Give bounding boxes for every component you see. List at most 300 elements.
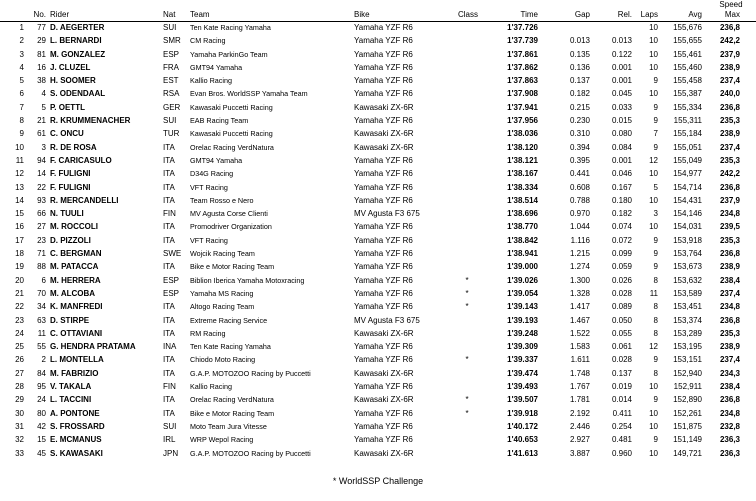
max-speed-cell: 238,9 (719, 129, 740, 139)
laps-cell: 8 (653, 315, 658, 325)
header-bike: Bike (354, 10, 370, 19)
nat-cell: GER (163, 102, 181, 112)
position-cell: 3 (19, 49, 24, 59)
position-cell: 21 (15, 288, 24, 298)
avg-speed-cell: 151,149 (673, 435, 702, 445)
team-cell: Promodriver Organization (190, 222, 272, 232)
rider-cell: A. PONTONE (50, 408, 100, 418)
max-speed-cell: 237,4 (719, 142, 740, 152)
time-cell: 1'37.941 (507, 102, 538, 112)
number-cell: 27 (37, 222, 46, 232)
rider-cell: M. ALCOBA (50, 288, 96, 298)
table-row (0, 275, 756, 288)
position-cell: 12 (15, 169, 24, 179)
max-speed-cell: 232,8 (719, 421, 740, 431)
avg-speed-cell: 154,146 (673, 209, 702, 219)
avg-speed-cell: 155,458 (673, 76, 702, 86)
bike-cell: MV Agusta F3 675 (354, 209, 420, 219)
time-cell: 1'38.770 (507, 222, 538, 232)
table-row (0, 448, 756, 461)
laps-cell: 10 (649, 195, 658, 205)
position-cell: 11 (15, 155, 24, 165)
time-cell: 1'37.726 (507, 23, 538, 32)
table-row (0, 221, 756, 234)
number-cell: 5 (41, 102, 46, 112)
team-cell: Evan Bros. WorldSSP Yamaha Team (190, 89, 308, 99)
position-cell: 5 (19, 76, 24, 86)
nat-cell: JPN (163, 448, 179, 458)
nat-cell: ITA (163, 262, 175, 272)
nat-cell: FIN (163, 209, 176, 219)
max-speed-cell: 235,3 (719, 328, 740, 338)
table-row (0, 421, 756, 434)
team-cell: Ten Kate Racing Yamaha (190, 342, 271, 352)
avg-speed-cell: 151,875 (673, 421, 702, 431)
avg-speed-cell: 155,051 (673, 142, 702, 152)
laps-cell: 9 (653, 395, 658, 405)
number-cell: 3 (41, 142, 46, 152)
team-cell: Ten Kate Racing Yamaha (190, 23, 271, 32)
rel-cell: 0.061 (611, 342, 632, 352)
rider-cell: E. MCMANUS (50, 435, 102, 445)
number-cell: 80 (37, 408, 46, 418)
nat-cell: RSA (163, 89, 180, 99)
number-cell: 84 (37, 368, 46, 378)
bike-cell: Yamaha YZF R6 (354, 36, 413, 46)
number-cell: 16 (37, 62, 46, 72)
max-speed-cell: 237,4 (719, 76, 740, 86)
rel-cell: 0.013 (611, 36, 632, 46)
nat-cell: ESP (163, 275, 180, 285)
table-row (0, 208, 756, 221)
max-speed-cell: 242,2 (719, 36, 740, 46)
position-cell: 25 (15, 342, 24, 352)
bike-cell: Yamaha YZF R6 (354, 249, 413, 259)
avg-speed-cell: 152,890 (673, 395, 702, 405)
laps-cell: 10 (649, 408, 658, 418)
laps-cell: 12 (649, 342, 658, 352)
team-cell: GMT94 Yamaha (190, 62, 243, 72)
table-row (0, 434, 756, 447)
gap-cell: 2.446 (569, 421, 590, 431)
avg-speed-cell: 152,261 (673, 408, 702, 418)
avg-speed-cell: 149,721 (673, 448, 702, 458)
rel-cell: 0.055 (611, 328, 632, 338)
laps-cell: 12 (649, 155, 658, 165)
rider-cell: N. TUULI (50, 209, 84, 219)
table-row (0, 128, 756, 141)
laps-cell: 8 (653, 368, 658, 378)
gap-cell: 1.611 (570, 355, 590, 365)
number-cell: 14 (37, 169, 46, 179)
rider-cell: H. SOOMER (50, 76, 96, 86)
position-cell: 33 (15, 448, 24, 458)
laps-cell: 9 (653, 235, 658, 245)
time-cell: 1'39.918 (507, 408, 538, 418)
gap-cell: 1.328 (569, 288, 590, 298)
position-cell: 1 (19, 23, 24, 32)
bike-cell: Kawasaki ZX-6R (354, 328, 414, 338)
rel-cell: 0.033 (611, 102, 632, 112)
time-cell: 1'37.862 (507, 62, 538, 72)
time-cell: 1'38.334 (507, 182, 538, 192)
laps-cell: 9 (653, 435, 658, 445)
time-cell: 1'39.248 (507, 328, 538, 338)
time-cell: 1'39.337 (507, 355, 538, 365)
table-row (0, 341, 756, 354)
nat-cell: ITA (163, 302, 175, 312)
avg-speed-cell: 153,673 (673, 262, 702, 272)
class-cell: * (465, 408, 469, 418)
rel-cell: 0.080 (611, 129, 632, 139)
table-row (0, 75, 756, 88)
nat-cell: ITA (163, 142, 175, 152)
time-cell: 1'37.863 (507, 76, 538, 86)
laps-cell: 10 (649, 49, 658, 59)
position-cell: 23 (15, 315, 24, 325)
bike-cell: Yamaha YZF R6 (354, 116, 413, 126)
bike-cell: Kawasaki ZX-6R (354, 368, 414, 378)
max-speed-cell: 235,3 (719, 155, 740, 165)
bike-cell: Yamaha YZF R6 (354, 288, 413, 298)
position-cell: 17 (15, 235, 24, 245)
position-cell: 26 (15, 355, 24, 365)
position-cell: 28 (15, 382, 24, 392)
rider-cell: V. TAKALA (50, 382, 92, 392)
bike-cell: Yamaha YZF R6 (354, 302, 413, 312)
table-row (0, 168, 756, 181)
max-speed-cell: 238,4 (719, 275, 740, 285)
max-speed-cell: 238,9 (719, 62, 740, 72)
max-speed-cell: 236,3 (719, 435, 740, 445)
avg-speed-cell: 153,918 (673, 235, 702, 245)
team-cell: G.A.P. MOTOZOO Racing by Puccetti (190, 368, 311, 378)
max-speed-cell: 234,8 (719, 302, 740, 312)
nat-cell: FRA (163, 62, 179, 72)
header-rel: Rel. (617, 10, 632, 19)
rel-cell: 0.254 (611, 421, 632, 431)
max-speed-cell: 235,3 (719, 235, 740, 245)
laps-cell: 11 (649, 288, 658, 298)
nat-cell: ITA (163, 368, 175, 378)
number-cell: 77 (37, 23, 46, 32)
avg-speed-cell: 152,940 (673, 368, 702, 378)
team-cell: WRP Wepol Racing (190, 435, 254, 445)
nat-cell: ITA (163, 169, 175, 179)
table-row (0, 182, 756, 195)
time-cell: 1'38.842 (507, 235, 538, 245)
gap-cell: 0.137 (569, 76, 590, 86)
rider-cell: G. HENDRA PRATAMA (50, 342, 136, 352)
position-cell: 13 (15, 182, 24, 192)
position-cell: 24 (15, 328, 24, 338)
number-cell: 61 (37, 129, 46, 139)
number-cell: 88 (37, 262, 46, 272)
class-cell: * (465, 395, 469, 405)
number-cell: 23 (37, 235, 46, 245)
header-gap: Gap (574, 10, 590, 19)
time-cell: 1'39.309 (507, 342, 538, 352)
max-speed-cell: 238,4 (719, 382, 740, 392)
bike-cell: Yamaha YZF R6 (354, 62, 413, 72)
table-row (0, 261, 756, 274)
gap-cell: 1.300 (569, 275, 590, 285)
max-speed-cell: 236,8 (719, 395, 740, 405)
table-row (0, 301, 756, 314)
avg-speed-cell: 153,289 (673, 328, 702, 338)
gap-cell: 0.608 (569, 182, 590, 192)
gap-cell: 0.395 (569, 155, 590, 165)
nat-cell: ITA (163, 235, 175, 245)
position-cell: 15 (15, 209, 24, 219)
time-cell: 1'38.167 (507, 169, 538, 179)
rider-cell: R. DE ROSA (50, 142, 97, 152)
avg-speed-cell: 155,387 (673, 89, 702, 99)
rel-cell: 0.019 (611, 382, 632, 392)
rel-cell: 0.960 (611, 448, 632, 458)
bike-cell: Yamaha YZF R6 (354, 262, 413, 272)
number-cell: 42 (37, 421, 46, 431)
gap-cell: 3.887 (569, 448, 590, 458)
position-cell: 30 (15, 408, 24, 418)
time-cell: 1'40.172 (507, 421, 538, 431)
avg-speed-cell: 155,461 (673, 49, 702, 59)
rider-cell: R. KRUMMENACHER (50, 116, 131, 126)
nat-cell: ITA (163, 408, 175, 418)
class-cell: * (465, 275, 469, 285)
bike-cell: Yamaha YZF R6 (354, 23, 413, 32)
rider-cell: M. ROCCOLI (50, 222, 98, 232)
avg-speed-cell: 155,676 (673, 23, 702, 32)
avg-speed-cell: 153,151 (673, 355, 702, 365)
bike-cell: Yamaha YZF R6 (354, 275, 413, 285)
gap-cell: 0.970 (569, 209, 590, 219)
rider-cell: L. BERNARDI (50, 36, 102, 46)
nat-cell: SMR (163, 36, 181, 46)
number-cell: 63 (37, 315, 46, 325)
laps-cell: 3 (653, 209, 658, 219)
rel-cell: 0.084 (611, 142, 632, 152)
time-cell: 1'39.193 (507, 315, 538, 325)
gap-cell: 0.394 (569, 142, 590, 152)
rel-cell: 0.072 (611, 235, 632, 245)
laps-cell: 10 (649, 36, 658, 46)
number-cell: 2 (41, 355, 46, 365)
rider-cell: D. STIRPE (50, 315, 90, 325)
table-row (0, 354, 756, 367)
gap-cell: 1.781 (569, 395, 590, 405)
rel-cell: 0.099 (611, 249, 632, 259)
rel-cell: 0.122 (611, 49, 632, 59)
rider-cell: C. ONCU (50, 129, 84, 139)
class-cell: * (465, 302, 469, 312)
footnote: * WorldSSP Challenge (332, 476, 424, 486)
rider-cell: S. KAWASAKI (50, 448, 103, 458)
gap-cell: 1.215 (569, 249, 590, 259)
time-cell: 1'39.054 (507, 288, 538, 298)
gap-cell: 0.230 (569, 116, 590, 126)
time-cell: 1'39.143 (507, 302, 538, 312)
position-cell: 32 (15, 435, 24, 445)
table-row (0, 49, 756, 62)
rel-cell: 0.046 (611, 169, 632, 179)
nat-cell: ITA (163, 195, 175, 205)
max-speed-cell: 237,9 (719, 195, 740, 205)
laps-cell: 10 (649, 62, 658, 72)
team-cell: Kallio Racing (190, 382, 232, 392)
rel-cell: 0.481 (611, 435, 632, 445)
nat-cell: SUI (163, 421, 177, 431)
team-cell: Chiodo Moto Racing (190, 355, 256, 365)
team-cell: Kallio Racing (190, 76, 232, 86)
bike-cell: Kawasaki ZX-6R (354, 448, 414, 458)
header-no: No. (33, 10, 46, 19)
team-cell: GMT94 Yamaha (190, 155, 243, 165)
nat-cell: ITA (163, 182, 175, 192)
table-row (0, 288, 756, 301)
team-cell: G.A.P. MOTOZOO Racing by Puccetti (190, 448, 311, 458)
max-speed-cell: 234,3 (719, 368, 740, 378)
max-speed-cell: 236,8 (719, 249, 740, 259)
max-speed-cell: 237,4 (719, 288, 740, 298)
position-cell: 18 (15, 249, 24, 259)
gap-cell: 1.274 (569, 262, 590, 272)
nat-cell: ESP (163, 49, 180, 59)
table-row (0, 394, 756, 407)
max-speed-cell: 236,8 (719, 102, 740, 112)
rel-cell: 0.001 (611, 62, 632, 72)
avg-speed-cell: 153,632 (673, 275, 702, 285)
header-laps: Laps (640, 10, 658, 19)
rider-cell: K. MANFREDI (50, 302, 103, 312)
laps-cell: 9 (653, 102, 658, 112)
max-speed-cell: 236,8 (719, 315, 740, 325)
nat-cell: SUI (163, 23, 177, 32)
position-cell: 4 (19, 62, 24, 72)
table-row (0, 368, 756, 381)
gap-cell: 1.417 (569, 302, 590, 312)
laps-cell: 9 (653, 76, 658, 86)
header-time: Time (520, 10, 538, 19)
nat-cell: ITA (163, 155, 175, 165)
max-speed-cell: 236,3 (719, 448, 740, 458)
laps-cell: 8 (653, 275, 658, 285)
team-cell: Extreme Racing Service (190, 315, 268, 325)
gap-cell: 0.788 (569, 195, 590, 205)
header-rider: Rider (50, 10, 70, 19)
team-cell: Kawasaki Puccetti Racing (190, 129, 273, 139)
nat-cell: SUI (163, 116, 177, 126)
number-cell: 38 (37, 76, 46, 86)
position-cell: 16 (15, 222, 24, 232)
team-cell: Yamaha ParkinGo Team (190, 49, 268, 59)
gap-cell: 0.136 (569, 62, 590, 72)
table-header (0, 9, 756, 22)
team-cell: Moto Team Jura Vitesse (190, 421, 267, 431)
laps-cell: 10 (649, 382, 658, 392)
table-row (0, 22, 756, 35)
avg-speed-cell: 155,311 (673, 116, 702, 126)
laps-cell: 9 (653, 262, 658, 272)
gap-cell: 0.135 (569, 49, 590, 59)
rider-cell: P. OETTL (50, 102, 85, 112)
number-cell: 66 (37, 209, 46, 219)
position-cell: 8 (19, 116, 24, 126)
position-cell: 19 (15, 262, 24, 272)
max-speed-cell: 238,9 (719, 342, 740, 352)
team-cell: VFT Racing (190, 182, 228, 192)
bike-cell: Yamaha YZF R6 (354, 169, 413, 179)
nat-cell: FIN (163, 382, 176, 392)
rel-cell: 0.411 (612, 408, 632, 418)
gap-cell: 0.182 (569, 89, 590, 99)
rel-cell: 0.167 (611, 182, 632, 192)
time-cell: 1'41.613 (507, 448, 538, 458)
bike-cell: Kawasaki ZX-6R (354, 129, 414, 139)
number-cell: 81 (37, 49, 46, 59)
table-row (0, 88, 756, 101)
team-cell: Yamaha MS Racing (190, 288, 254, 298)
table-row (0, 315, 756, 328)
bike-cell: Yamaha YZF R6 (354, 408, 413, 418)
rider-cell: F. FULIGNI (50, 169, 91, 179)
rel-cell: 0.045 (611, 89, 632, 99)
number-cell: 21 (37, 116, 46, 126)
bike-cell: Yamaha YZF R6 (354, 155, 413, 165)
time-cell: 1'38.941 (507, 249, 538, 259)
rel-cell: 0.014 (611, 395, 632, 405)
number-cell: 29 (37, 36, 46, 46)
rider-cell: C. OTTAVIANI (50, 328, 103, 338)
rider-cell: F. CARICASULO (50, 155, 112, 165)
position-cell: 29 (15, 395, 24, 405)
avg-speed-cell: 155,049 (673, 155, 702, 165)
bike-cell: Yamaha YZF R6 (354, 355, 413, 365)
position-cell: 9 (19, 129, 24, 139)
rider-cell: L. MONTELLA (50, 355, 104, 365)
nat-cell: INA (163, 342, 177, 352)
laps-cell: 9 (653, 116, 658, 126)
bike-cell: Kawasaki ZX-6R (354, 102, 414, 112)
team-cell: Bike e Motor Racing Team (190, 408, 275, 418)
avg-speed-cell: 154,031 (673, 222, 702, 232)
rel-cell: 0.182 (611, 209, 632, 219)
results-table-body (0, 22, 756, 461)
time-cell: 1'39.493 (507, 382, 538, 392)
avg-speed-cell: 152,911 (673, 382, 702, 392)
laps-cell: 8 (653, 302, 658, 312)
table-row (0, 35, 756, 48)
laps-cell: 10 (649, 89, 658, 99)
time-cell: 1'38.514 (507, 195, 538, 205)
rider-cell: C. BERGMAN (50, 249, 102, 259)
nat-cell: SWE (163, 249, 182, 259)
max-speed-cell: 236,8 (719, 23, 740, 32)
team-cell: Orelac Racing VerdNatura (190, 142, 274, 152)
avg-speed-cell: 155,460 (673, 62, 702, 72)
header-class: Class (458, 10, 479, 19)
laps-cell: 5 (653, 182, 658, 192)
laps-cell: 9 (653, 355, 658, 365)
laps-cell: 10 (649, 169, 658, 179)
time-cell: 1'37.861 (507, 49, 538, 59)
rel-cell: 0.001 (611, 155, 632, 165)
bike-cell: Yamaha YZF R6 (354, 222, 413, 232)
rel-cell: 0.180 (611, 195, 632, 205)
gap-cell: 1.467 (569, 315, 590, 325)
rider-cell: R. MERCANDELLI (50, 195, 119, 205)
gap-cell: 0.310 (569, 129, 590, 139)
